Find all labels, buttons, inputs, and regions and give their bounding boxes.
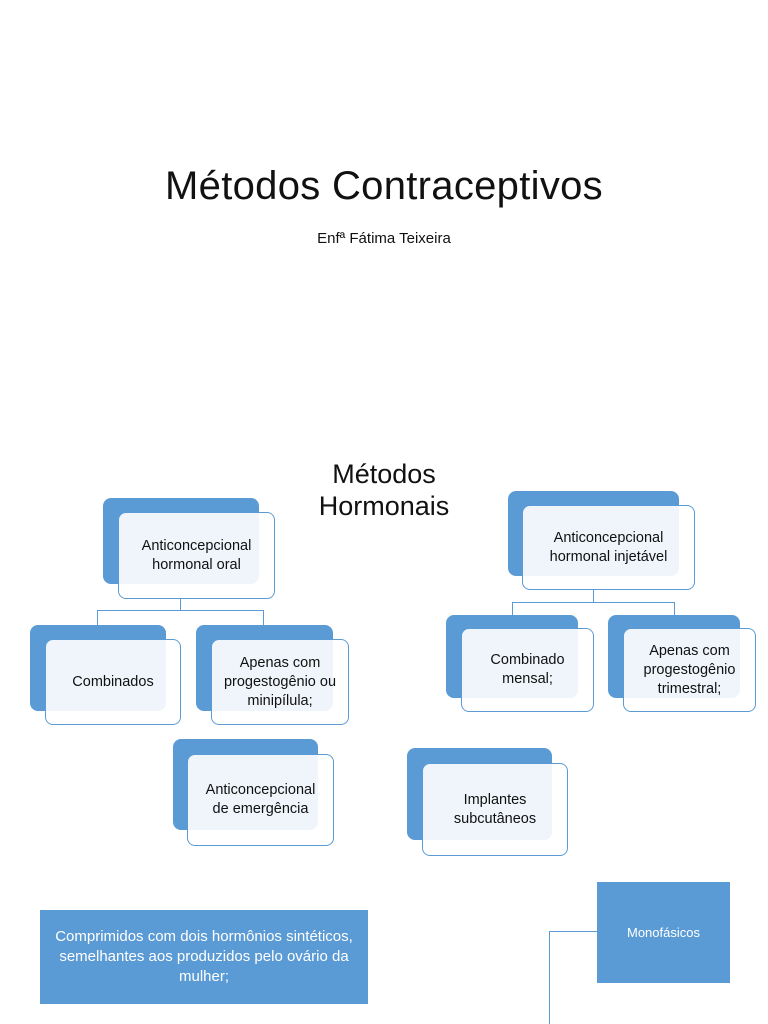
connector-oral-right-drop — [263, 610, 264, 626]
connector-injectable-left-drop — [512, 602, 513, 616]
description-panel: Comprimidos com dois hormônios sintéticos, semelhantes aos produzidos pelo ovário da mulher; — [40, 910, 368, 1004]
node-oral-label: Anticoncepcional hormonal oral — [118, 512, 275, 599]
monofasicos-box: Monofásicos — [597, 882, 730, 983]
node-combinado-mensal — [446, 615, 594, 712]
node-implantes — [407, 748, 568, 856]
node-progestogenio-trimestral — [608, 615, 756, 712]
author-subtitle: Enfª Fátima Teixeira — [317, 230, 451, 247]
node-implantes-label: Implantes subcutâneos — [422, 763, 568, 856]
node-injectable-label: Anticoncepcional hormonal injetável — [522, 505, 695, 590]
node-progestogenio-minipilula-label: Apenas com progestogênio ou minipílula; — [211, 639, 349, 725]
connector-injectable-vertical — [593, 590, 594, 602]
connector-oral-horizontal — [97, 610, 264, 611]
node-oral — [103, 498, 275, 599]
section-title-line1: Métodos — [332, 459, 436, 489]
connector-injectable-horizontal — [512, 602, 675, 603]
node-emergencia — [173, 739, 334, 846]
section-title — [284, 458, 484, 522]
main-title: Métodos Contraceptivos — [165, 164, 603, 208]
connector-monofasicos-horizontal — [549, 931, 597, 932]
node-combinados — [30, 625, 181, 725]
connector-oral-left-drop — [97, 610, 98, 626]
connector-monofasicos-vertical — [549, 931, 550, 1024]
node-combinados-label: Combinados — [45, 639, 181, 725]
node-emergencia-label: Anticoncepcional de emergência — [187, 754, 334, 846]
node-injectable — [508, 491, 695, 590]
section-title-line2: Hormonais — [318, 491, 450, 521]
node-combinado-mensal-label: Combinado mensal; — [461, 628, 594, 712]
connector-oral-vertical — [180, 599, 181, 610]
node-progestogenio-minipilula — [196, 625, 349, 725]
node-progestogenio-trimestral-label: Apenas com progestogênio trimestral; — [623, 628, 756, 712]
connector-injectable-right-drop — [674, 602, 675, 616]
